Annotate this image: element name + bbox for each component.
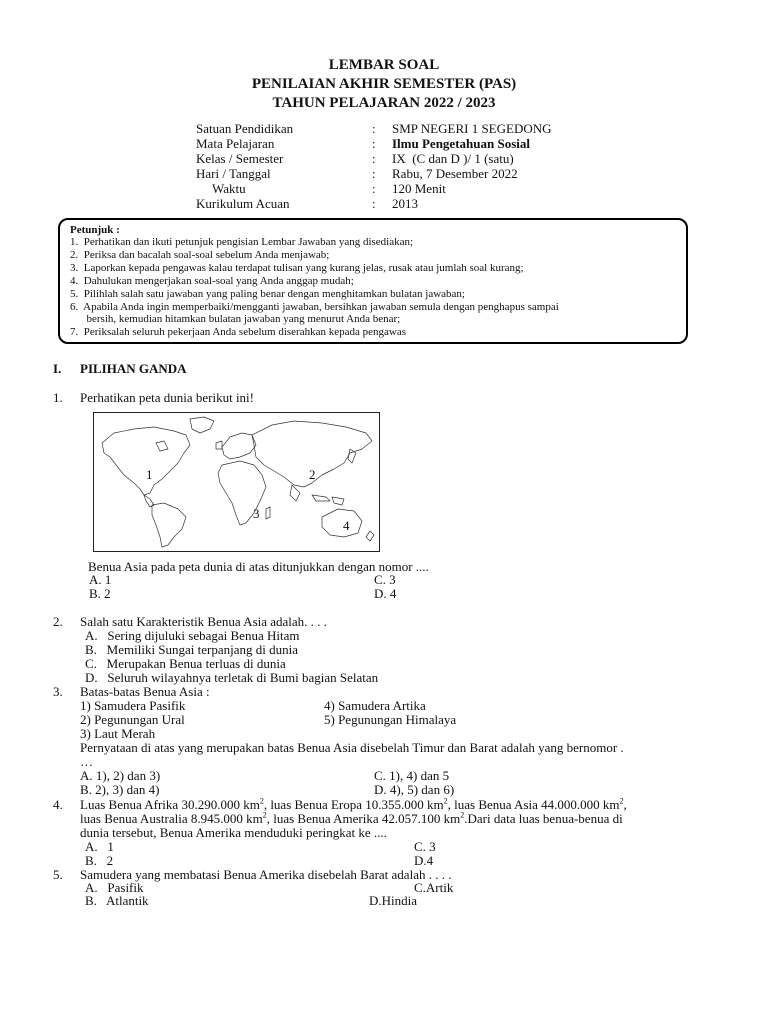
option: D.Hindia	[369, 893, 418, 908]
meta-value: Rabu, 7 Desember 2022	[392, 166, 518, 181]
option: A. Sering dijuluki sebagai Benua Hitam	[85, 628, 300, 643]
option: B. 2	[89, 586, 111, 601]
map-label: 4	[343, 518, 350, 533]
meta-colon: :	[372, 121, 376, 136]
question-number: 1.	[53, 390, 63, 405]
option: C. 3	[414, 839, 436, 854]
meta-label: Satuan Pendidikan	[196, 121, 294, 136]
question-number: 5.	[53, 867, 63, 882]
question-prompt: Luas Benua Afrika 30.290.000 $km^2$, luas Benua Eropa 10.355.000 $km^2$, luas Benua Asia 44.000.000 $km^2$,	[80, 796, 627, 812]
meta-colon: :	[372, 196, 376, 211]
meta-label: Hari / Tanggal	[196, 166, 271, 181]
instruction-item: 5. Pilihlah salah satu jawaban yang paling benar dengan menghitamkan bulatan jawaban;	[70, 288, 465, 300]
option: C. Merupakan Benua terluas di dunia	[85, 656, 286, 671]
question-prompt: Samudera yang membatasi Benua Amerika disebelah Barat adalah . . . .	[80, 867, 452, 882]
meta-label: Kelas / Semester	[196, 151, 284, 166]
instructions-title: Petunjuk :	[70, 224, 120, 236]
option: B. Atlantik	[85, 893, 149, 908]
meta-value: Ilmu Pengetahuan Sosial	[392, 136, 530, 151]
meta-colon: :	[372, 166, 376, 181]
academic-year: TAHUN PELAJARAN 2022 / 2023	[272, 95, 496, 111]
section-title: PILIHAN GANDA	[80, 361, 187, 376]
option: A. Pasifik	[85, 880, 144, 895]
exam-title: PENILAIAN AKHIR SEMESTER (PAS)	[251, 76, 517, 92]
meta-colon: :	[372, 136, 376, 151]
section-number: I.	[53, 361, 62, 376]
question-number: 2.	[53, 614, 63, 629]
option: A. 1	[85, 839, 114, 854]
page-title: LEMBAR SOAL	[328, 57, 440, 73]
option: D. 4	[374, 586, 397, 601]
option: C. 3	[374, 572, 396, 587]
option: B. 2), 3) dan 4)	[80, 782, 160, 797]
question-number: 4.	[53, 797, 63, 812]
map-label: 2	[309, 467, 316, 482]
meta-value: 120 Menit	[392, 181, 446, 196]
instruction-item: 3. Laporkan kepada pengawas kalau terdapat tulisan yang kurang jelas, rusak atau jumlah soal kurang;	[70, 262, 524, 274]
meta-label: Waktu	[212, 181, 246, 196]
world-map	[93, 412, 380, 552]
list-item: 5) Pegunungan Himalaya	[324, 712, 457, 727]
option: D. Seluruh wilayahnya terletak di Bumi bagian Selatan	[85, 670, 379, 685]
meta-label: Mata Pelajaran	[196, 136, 275, 151]
meta-colon: :	[372, 181, 376, 196]
list-item: 1) Samudera Pasifik	[80, 698, 186, 713]
instruction-item: bersih, kemudian hitamkan bulatan jawaban yang menurut Anda benar;	[70, 313, 401, 325]
option: A. 1	[89, 572, 112, 587]
instruction-item: 6. Apabila Anda ingin memperbaiki/mengganti jawaban, bersihkan jawaban semula dengan penghapus sampai	[70, 301, 559, 313]
instruction-item: 7. Periksalah seluruh pekerjaan Anda sebelum diserahkan kepada pengawas	[70, 326, 406, 338]
map-label: 1	[146, 467, 153, 482]
meta-value: IX (C dan D )/ 1 (satu)	[392, 151, 514, 166]
instruction-item: 4. Dahulukan mengerjakan soal-soal yang Anda anggap mudah;	[70, 275, 354, 287]
question-prompt: Salah satu Karakteristik Benua Asia adalah. . . .	[80, 614, 327, 629]
list-item: 4) Samudera Artika	[324, 698, 426, 713]
option: D. 4), 5) dan 6)	[374, 782, 455, 797]
meta-label: Kurikulum Acuan	[196, 196, 290, 211]
option: B. 2	[85, 853, 114, 868]
option: D.4	[414, 853, 434, 868]
question-prompt: Batas-batas Benua Asia :	[80, 684, 210, 699]
meta-value: SMP NEGERI 1 SEGEDONG	[392, 121, 552, 136]
question-prompt: Perhatikan peta dunia berikut ini!	[80, 390, 255, 405]
list-item: 3) Laut Merah	[80, 726, 156, 741]
question-stem: Benua Asia pada peta dunia di atas ditunjukkan dengan nomor ....	[88, 559, 429, 574]
list-item: 2) Pegunungan Ural	[80, 712, 185, 727]
map-label: 3	[253, 506, 260, 521]
question-stem: Pernyataan di atas yang merupakan batas Benua Asia disebelah Timur dan Barat adalah yang bernomor .	[80, 740, 624, 755]
question-number: 3.	[53, 684, 63, 699]
option: C.Artik	[414, 880, 454, 895]
question-prompt: luas Benua Australia 8.945.000 $km^2$, luas Benua Amerika 42.057.100 $km^2.Dari$ data luas benua-benua di	[80, 810, 623, 826]
meta-value: 2013	[392, 196, 418, 211]
question-stem: …	[80, 754, 93, 769]
option: A. 1), 2) dan 3)	[80, 768, 161, 783]
world-map-outline-icon	[94, 413, 379, 551]
option: B. Memiliki Sungai terpanjang di dunia	[85, 642, 299, 657]
instruction-item: 2. Periksa dan bacalah soal-soal sebelum Anda menjawab;	[70, 249, 330, 261]
instruction-item: 1. Perhatikan dan ikuti petunjuk pengisian Lembar Jawaban yang disediakan;	[70, 236, 414, 248]
option: C. 1), 4) dan 5	[374, 768, 450, 783]
question-prompt: dunia tersebut, Benua Amerika menduduki peringkat ke ....	[80, 825, 387, 840]
meta-colon: :	[372, 151, 376, 166]
